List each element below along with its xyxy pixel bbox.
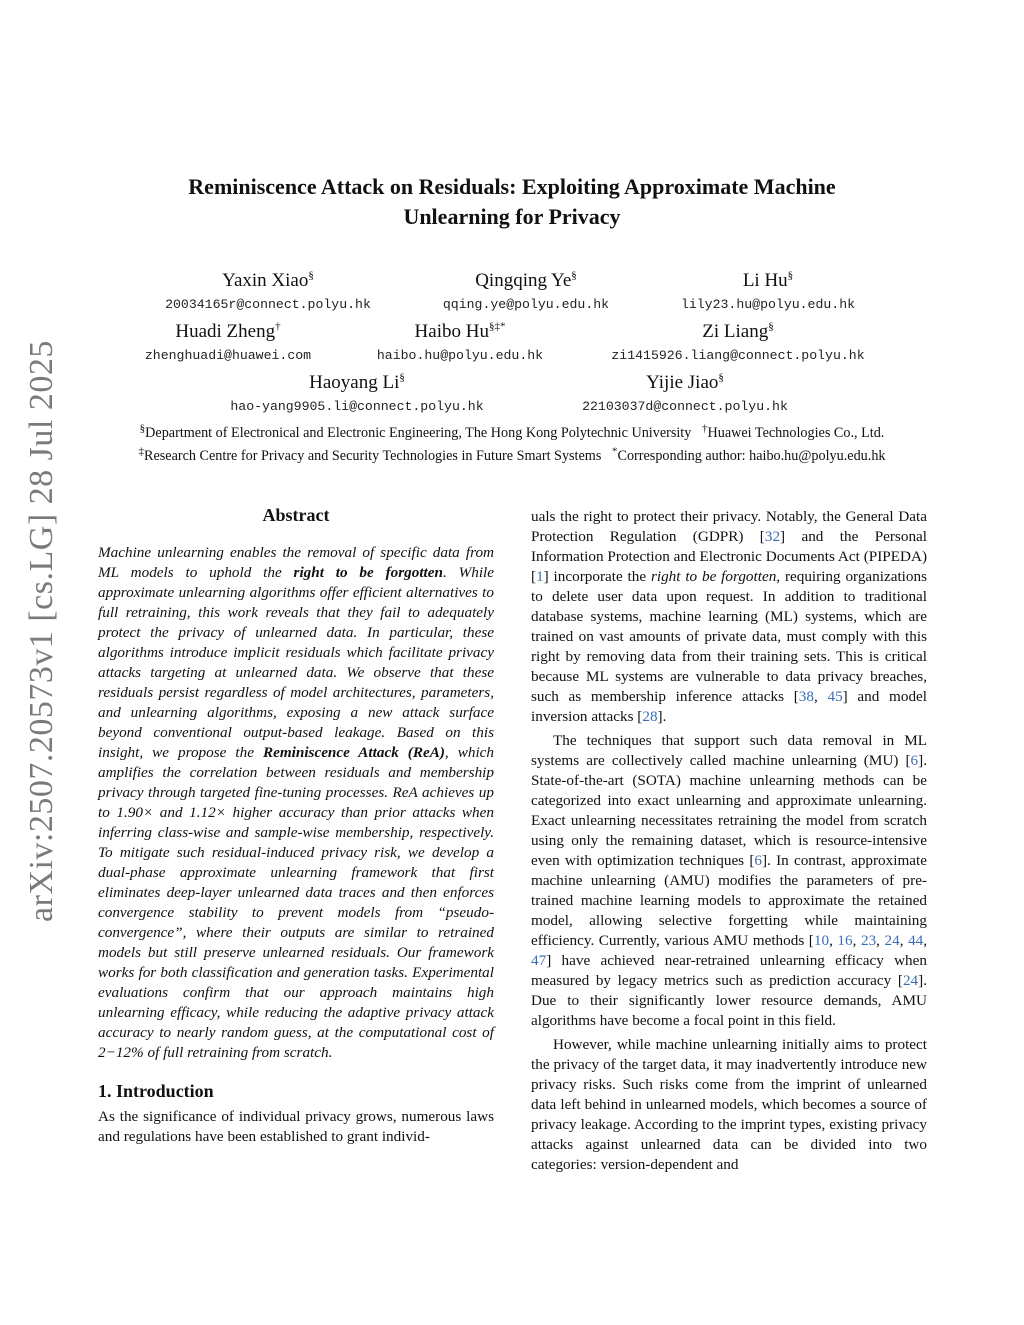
author-name: Huadi Zheng <box>175 321 276 342</box>
citation-link[interactable]: 38 <box>798 688 814 705</box>
citation-link[interactable]: 6 <box>754 852 762 869</box>
author-marker: § <box>308 269 314 282</box>
citation-link[interactable]: 45 <box>827 688 843 705</box>
right-column <box>531 507 927 1175</box>
citation-link[interactable]: 6 <box>910 752 919 769</box>
title-line-1: Reminiscence Attack on Residuals: Exploiting Approximate Machine <box>188 174 836 199</box>
arxiv-identifier: arXiv:2507.20573v1 [cs.LG] 28 Jul 2025 <box>23 340 60 922</box>
author-email: qqing.ye@polyu.edu.hk <box>442 297 610 312</box>
title-line-2: Unlearning for Privacy <box>403 204 621 229</box>
abstract-heading: Abstract <box>262 505 330 525</box>
affiliation-line-1 <box>60 422 964 442</box>
author-name: Yaxin Xiao <box>222 270 309 291</box>
intro-paragraph: As the significance of individual privacy grows, numerous laws and regulations have been established to grant individ- <box>98 1108 494 1145</box>
author-email: zhenghuadi@huawei.com <box>144 348 312 363</box>
author-email: lily23.hu@polyu.edu.hk <box>680 297 856 312</box>
author-block <box>310 321 610 363</box>
paper-title <box>100 172 924 232</box>
section-heading-introduction: 1. Introduction <box>98 1081 214 1101</box>
citation-link[interactable]: 23 <box>860 932 877 949</box>
author-email: zi1415926.liang@connect.polyu.hk <box>611 348 865 363</box>
left-column <box>98 505 494 1147</box>
citation-link[interactable]: 10 <box>813 932 830 949</box>
body-paragraph: uals the right to protect their privacy. Notably, the General Data Protection Regulation (GDPR) [32] and the Personal Information Protection and Electronic Documents Act (PIPEDA) [1] incorporate the right to be forgotten, requiring organizations to delete user data upon request. In addition to traditional database systems, machine learning (ML) systems, which are trained on vast amounts of private data, must comply with this right by removing data from their training sets. This is critical because ML systems are vulnerable to data privacy breaches, such as membership inference attacks [38, 45] and model inversion attacks [28]. <box>531 508 928 725</box>
citation-link[interactable]: 24 <box>884 932 900 949</box>
author-name: Haoyang Li <box>309 372 400 393</box>
author-marker: † <box>275 320 281 333</box>
author-marker: § <box>718 371 724 384</box>
author-name: Haibo Hu <box>414 321 489 342</box>
affiliation-marker: † <box>701 422 708 435</box>
author-name: Zi Liang <box>702 321 769 342</box>
citation-link[interactable]: 44 <box>908 932 924 949</box>
citation-link[interactable]: 32 <box>764 528 781 545</box>
citation-link[interactable]: 16 <box>837 932 853 949</box>
author-marker: § <box>787 269 794 282</box>
author-email: hao-yang9905.li@connect.polyu.hk <box>230 399 484 414</box>
corresponding-author: Corresponding author: haibo.hu@polyu.edu.hk <box>617 448 886 464</box>
citation-link[interactable]: 47 <box>531 952 547 969</box>
abstract-text: Machine unlearning enables the removal of specific data from ML models to uphold the right to be forgotten. While approximate unlearning algorithms offer efficient alternatives to full retraining, this work reveals that they fail to adequately protect the privacy of unlearned data. In particular, these algorithms introduce implicit residuals which facilitate privacy attacks targeting at unlearned data. We observe that these residuals persist regardless of model architectures, parameters, and unlearning algorithms, exposing a new attack surface beyond conventional output-based leakage. Based on this insight, we propose the Reminiscence Attack (ReA), which amplifies the correlation between residuals and membership privacy through targeted fine-tuning processes. ReA achieves up to 1.90× and 1.12× higher accuracy than prior attacks when inferring class-wise and sample-wise membership, respectively. To mitigate such residual-induced privacy risk, we develop a dual-phase approximate unlearning framework that first eliminates deep-layer unlearned data traces and then enforces convergence stability to prevent models from “pseudo-convergence”, where their outputs are similar to retrained models but still preserve unlearned residuals. Our framework works for both classification and generation tasks. Experimental evaluations confirm that our approach maintains high unlearning efficacy, while reducing the adaptive privacy attack accuracy to nearly random guess, at the computational cost of 2−12% of full retraining from scratch. <box>98 544 495 1061</box>
author-block <box>118 270 418 312</box>
affiliation-huawei: Huawei Technologies Co., Ltd. <box>707 425 885 441</box>
author-marker: § <box>399 371 405 384</box>
author-name: Qingqing Ye <box>475 270 572 291</box>
author-name: Yijie Jiao <box>646 372 719 393</box>
author-email: 22103037d@connect.polyu.hk <box>582 399 788 414</box>
citation-link[interactable]: 28 <box>642 708 658 725</box>
author-email: 20034165r@connect.polyu.hk <box>165 297 371 312</box>
body-paragraph: The techniques that support such data removal in ML systems are collectively called machine unlearning (MU) [6]. State-of-the-art (SOTA) machine unlearning methods can be categorized into exact unlearning and approximate unlearning. Exact unlearning necessitates retraining the model from scratch using only the remaining dataset, which is resource-intensive even with optimization techniques [6]. In contrast, approximate machine unlearning (AMU) modifies the parameters of pre-trained machine learning models to approximate the retained model, allowing selective forgetting while maintaining efficiency. Currently, various AMU methods [10, 16, 23, 24, 44, 47] have achieved near-retrained unlearning efficacy when measured by legacy metrics such as prediction accuracy [24]. Due to their significantly lower resource demands, AMU algorithms have become a focal point in this field. <box>531 732 928 1029</box>
author-marker: §‡* <box>488 320 506 333</box>
author-block <box>618 270 918 312</box>
author-block <box>578 321 898 363</box>
affiliation-research-centre: Research Centre for Privacy and Security Technologies in Future Smart Systems <box>143 448 602 464</box>
affiliation-marker: * <box>612 445 618 458</box>
affiliation-marker: § <box>139 422 146 435</box>
author-marker: § <box>768 320 774 333</box>
affiliation-polyu: Department of Electronical and Electronic Engineering, The Hong Kong Polytechnic University <box>145 425 692 441</box>
author-marker: § <box>571 269 577 282</box>
author-name: Li Hu <box>742 270 788 291</box>
body-paragraph: However, while machine unlearning initially aims to protect the privacy of the target data, it may inadvertently introduce new privacy risks. Such risks come from the imprint of unlearned data left behind in unlearned models, which becomes a source of privacy leakage. According to the imprint types, existing privacy attacks against unlearned data can be divided into two categories: version-dependent and <box>531 1036 927 1173</box>
author-block <box>202 372 512 414</box>
author-block <box>540 372 830 414</box>
author-email: haibo.hu@polyu.edu.hk <box>376 348 544 363</box>
citation-link[interactable]: 24 <box>902 972 919 989</box>
citation-link[interactable]: 1 <box>536 568 544 585</box>
affiliation-marker: ‡ <box>138 445 144 458</box>
affiliation-line-2 <box>60 445 964 465</box>
